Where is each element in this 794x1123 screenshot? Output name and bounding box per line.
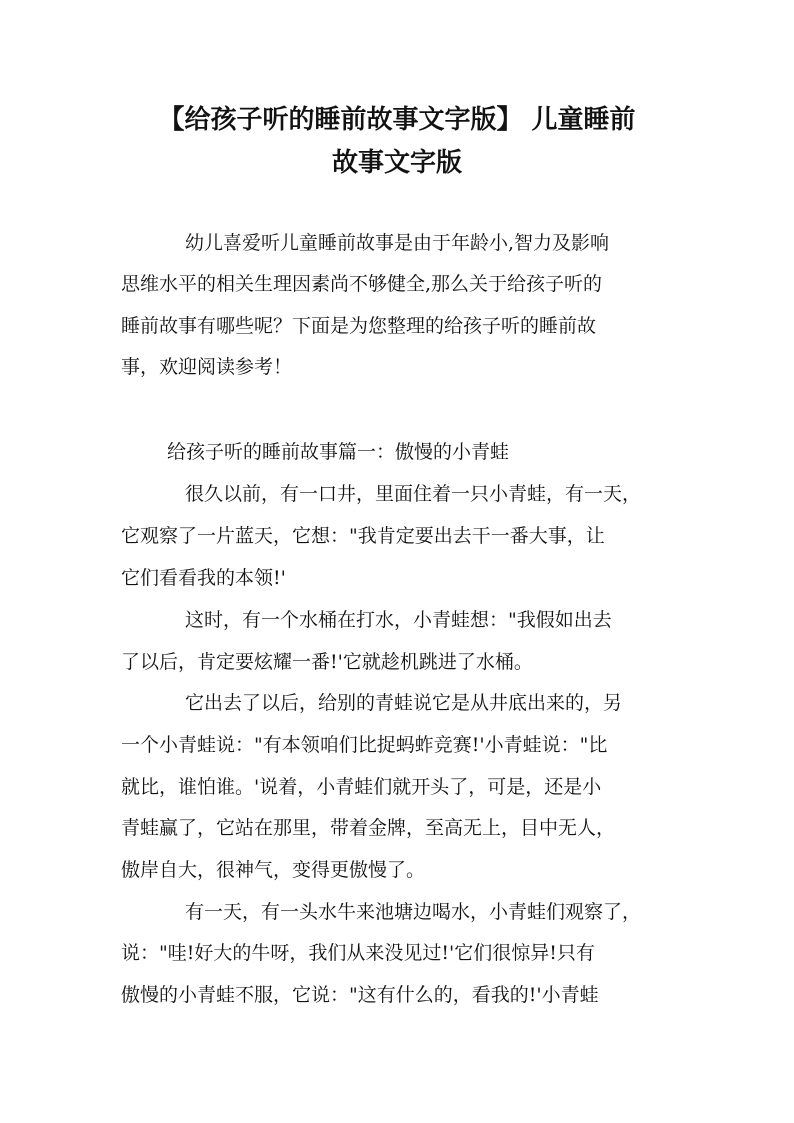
story-line-11: 有一天，有一头水牛来池塘边喝水，小青蛙们观察了， xyxy=(185,901,642,923)
story-line-12: 说："哇!好大的牛呀，我们从来没见过!'它们很惊异!只有 xyxy=(121,942,595,964)
story-line-9: 青蛙赢了，它站在那里，带着金牌，至高无上，目中无人， xyxy=(121,817,616,839)
story-line-10: 傲岸自大，很神气，变得更傲慢了。 xyxy=(121,859,426,881)
story-line-8: 就比，谁怕谁。'说着，小青蛙们就开头了，可是，还是小 xyxy=(121,776,602,798)
intro-line-2: 思维水平的相关生理因素尚不够健全,那么关于给孩子听的 xyxy=(121,273,603,295)
story-line-7: 一个小青蛙说："有本领咱们比捉蚂蚱竞赛!'小青蛙说："比 xyxy=(121,734,608,756)
story-line-4: 这时，有一个水桶在打水，小青蛙想："我假如出去 xyxy=(185,609,612,631)
document-title-line-2: 故事文字版 xyxy=(331,148,462,178)
document-title-line-1: 【给孩子听的睡前故事文字版】 儿童睡前 xyxy=(158,105,636,135)
intro-line-1: 幼儿喜爱听儿童睡前故事是由于年龄小,智力及影响 xyxy=(185,232,610,254)
story-line-3: 它们看看我的本领!' xyxy=(121,567,286,589)
section-heading: 给孩子听的睡前故事篇一：傲慢的小青蛙 xyxy=(167,441,510,463)
intro-line-4: 事，欢迎阅读参考！ xyxy=(121,356,293,378)
story-line-1: 很久以前，有一口井，里面住着一只小青蛙，有一天， xyxy=(185,483,642,505)
story-line-2: 它观察了一片蓝天，它想："我肯定要出去干一番大事，让 xyxy=(121,525,605,547)
story-line-13: 傲慢的小青蛙不服，它说："这有什么的，看我的!'小青蛙 xyxy=(121,984,599,1006)
story-line-6: 它出去了以后，给别的青蛙说它是从井底出来的，另 xyxy=(185,692,623,714)
story-line-5: 了以后，肯定要炫耀一番!'它就趁机跳进了水桶。 xyxy=(121,651,533,673)
intro-line-3: 睡前故事有哪些呢？下面是为您整理的给孩子听的睡前故 xyxy=(121,315,597,337)
